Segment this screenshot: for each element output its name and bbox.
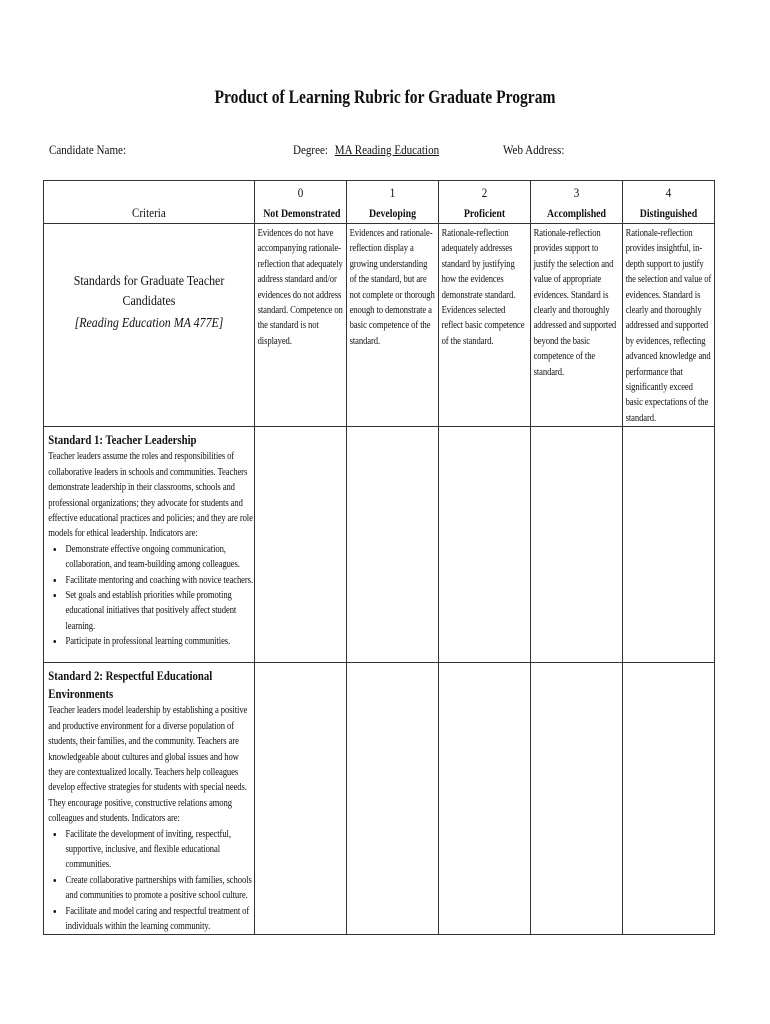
level-description-row bbox=[44, 224, 715, 427]
indicator-item: • Facilitate mentoring and coaching with novice teachers. bbox=[64, 573, 255, 588]
indicator-item: • Set goals and establish priorities while promoting educational initiatives that positively affect student learning. bbox=[64, 588, 255, 634]
header-row bbox=[44, 181, 715, 224]
level-description: Rationale-reflection adequately addresses standard by justifying how the evidences demonstrate standard. Evidences selected reflect basic competence of the standard. bbox=[441, 228, 525, 347]
degree-value: MA Reading Education bbox=[334, 142, 440, 157]
score-cell-4[interactable] bbox=[623, 663, 715, 935]
level-number: 4 bbox=[665, 185, 672, 200]
standards-title: Standards for Graduate Teacher Candidates bbox=[73, 274, 225, 310]
level-description: Evidences and rationale-reflection display a growing understanding of the standard, but are not complete or thorough enough to demonstrate a basic competence of the standard. bbox=[349, 228, 435, 347]
level-number: 0 bbox=[297, 185, 304, 200]
indicator-list bbox=[48, 827, 254, 935]
score-cell-2[interactable] bbox=[439, 663, 531, 935]
criteria-header-cell bbox=[44, 181, 255, 224]
standard-heading: Standard 1: Teacher Leadership bbox=[48, 433, 197, 448]
indicator-item: • Facilitate the development of inviting, respectful, supportive, inclusive, and flexible educational communities. bbox=[64, 827, 255, 873]
level-header-2 bbox=[439, 181, 531, 224]
level-description-cell-0 bbox=[255, 224, 347, 427]
level-name: Not Demonstrated bbox=[263, 206, 341, 220]
indicator-item: • Create collaborative partnerships with families, schools and communities to promote a positive school culture. bbox=[64, 873, 255, 904]
degree-field bbox=[293, 142, 439, 158]
level-header-0 bbox=[255, 181, 347, 224]
document-title: Product of Learning Rubric for Graduate Program bbox=[214, 87, 556, 108]
standard-row-1 bbox=[44, 427, 715, 663]
level-header-4 bbox=[623, 181, 715, 224]
level-number: 1 bbox=[389, 185, 396, 200]
level-header-1 bbox=[347, 181, 439, 224]
candidate-name-label: Candidate Name: bbox=[49, 142, 127, 157]
level-name: Proficient bbox=[463, 206, 506, 220]
level-name: Accomplished bbox=[546, 206, 607, 220]
level-number: 2 bbox=[481, 185, 488, 200]
level-name: Distinguished bbox=[639, 206, 698, 220]
indicator-item: • Facilitate and model caring and respectful treatment of individuals within the learning community. bbox=[64, 904, 255, 935]
level-description: Rationale-reflection provides insightful, in-depth support to justify the selection and value of evidences. Standard is clearly and thoroughly addressed and supported by evidences, reflecting advanced knowledge and performance that significantly exceed basic expectations of the standard. bbox=[625, 228, 712, 424]
score-cell-0[interactable] bbox=[255, 663, 347, 935]
level-header-3 bbox=[531, 181, 623, 224]
standard-criteria-cell bbox=[44, 427, 255, 663]
rubric-table bbox=[43, 180, 715, 935]
score-cell-3[interactable] bbox=[531, 427, 623, 663]
indicator-item: • Participate in professional learning communities. bbox=[64, 634, 255, 649]
score-cell-1[interactable] bbox=[347, 427, 439, 663]
score-cell-4[interactable] bbox=[623, 427, 715, 663]
standards-header-cell bbox=[44, 224, 255, 427]
degree-label: Degree: bbox=[293, 142, 328, 157]
standard-heading: Standard 2: Respectful Educational Environments bbox=[48, 669, 213, 702]
level-description-cell-2 bbox=[439, 224, 531, 427]
criteria-header: Criteria bbox=[132, 205, 166, 220]
standards-subtitle: [Reading Education MA 477E] bbox=[74, 316, 224, 332]
level-description-cell-3 bbox=[531, 224, 623, 427]
score-cell-1[interactable] bbox=[347, 663, 439, 935]
web-address-label: Web Address: bbox=[503, 142, 565, 157]
score-cell-0[interactable] bbox=[255, 427, 347, 663]
level-number: 3 bbox=[573, 185, 580, 200]
level-description-cell-4 bbox=[623, 224, 715, 427]
standard-text: Teacher leaders assume the roles and responsibilities of collaborative leaders in schools and communities. Teachers demonstrate leadership in their classrooms, schools and professional organizations; they advocate for students and effective educational practices and policies; and they are role models for ethical leadership. Indicators are: bbox=[48, 451, 253, 540]
standard-criteria-cell bbox=[44, 663, 255, 935]
level-description: Evidences do not have accompanying rationale-reflection that adequately address standard and/or evidences do not address standard. Competence on the standard is not displayed. bbox=[257, 228, 343, 347]
indicator-item: • Demonstrate effective ongoing communication, collaboration, and team-building among colleagues. bbox=[64, 542, 255, 573]
level-description: Rationale-reflection provides support to justify the selection and value of appropriate evidences. Standard is clearly and thoroughly addressed and supported beyond the basic competence of the standard. bbox=[533, 228, 617, 378]
level-description-cell-1 bbox=[347, 224, 439, 427]
indicator-list bbox=[48, 542, 254, 650]
score-cell-2[interactable] bbox=[439, 427, 531, 663]
score-cell-3[interactable] bbox=[531, 663, 623, 935]
level-name: Developing bbox=[368, 206, 417, 220]
standard-text: Teacher leaders model leadership by establishing a positive and productive environment for a diverse population of students, their families, and the community. Teachers are knowledgeable about cultures and global issues and how they are contextualized locally. Teachers help colleagues develop effective strategies for students with special needs. They encourage positive, constructive relations among colleagues and students. Indicators are: bbox=[48, 705, 248, 825]
standard-row-2 bbox=[44, 663, 715, 935]
